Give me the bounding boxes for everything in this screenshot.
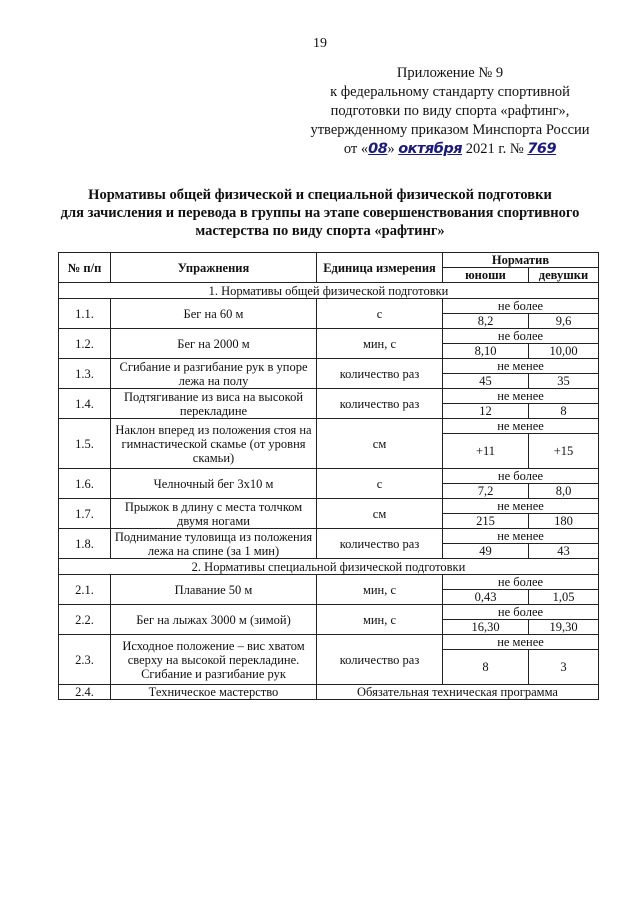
- row-qualifier: не более: [443, 329, 599, 344]
- date-mid: »: [387, 141, 395, 157]
- row-boys-value: 12: [443, 404, 529, 419]
- table-row: [59, 359, 599, 374]
- row-unit: см: [317, 499, 443, 529]
- row-unit: см: [317, 419, 443, 469]
- row-boys-value: 8,2: [443, 314, 529, 329]
- table-row: [59, 499, 599, 514]
- row-girls-value: 9,6: [529, 314, 599, 329]
- row-exercise: Бег на 60 м: [111, 299, 317, 329]
- row-exercise: Бег на 2000 м: [111, 329, 317, 359]
- title-line: мастерства по виду спорта «рафтинг»: [195, 223, 445, 239]
- section-title: 1. Нормативы общей физической подготовки: [59, 283, 599, 299]
- row-boys-value: 7,2: [443, 484, 529, 499]
- row-unit: количество раз: [317, 529, 443, 559]
- row-exercise: Подтягивание из виса на высокой перекладине: [111, 389, 317, 419]
- row-qualifier: не более: [443, 299, 599, 314]
- row-exercise: Челночный бег 3х10 м: [111, 469, 317, 499]
- row-qualifier: не менее: [443, 499, 599, 514]
- row-exercise: Техническое мастерство: [111, 685, 317, 700]
- table-row: [59, 575, 599, 590]
- title-line: для зачисления и перевода в группы на этапе совершенствования спортивного: [60, 205, 580, 221]
- row-number: 2.1.: [59, 575, 111, 605]
- row-girls-value: 3: [529, 650, 599, 685]
- page-number: 19: [313, 36, 327, 51]
- section-row: [59, 559, 599, 575]
- header-unit: Единица измерения: [317, 253, 443, 283]
- date-day: 08: [368, 141, 388, 157]
- row-qualifier: не более: [443, 469, 599, 484]
- date-prefix: от «: [343, 141, 369, 157]
- row-qualifier: не менее: [443, 529, 599, 544]
- row-number: 1.1.: [59, 299, 111, 329]
- row-unit: с: [317, 299, 443, 329]
- appendix-header: [300, 64, 600, 159]
- order-number: 769: [527, 141, 557, 157]
- table-row: [59, 469, 599, 484]
- row-qualifier: не менее: [443, 635, 599, 650]
- row-boys-value: 8,10: [443, 344, 529, 359]
- row-exercise: Исходное положение – вис хватом сверху на высокой перекладине. Сгибание и разгибание рук: [111, 635, 317, 685]
- table-row: [59, 635, 599, 650]
- row-unit: количество раз: [317, 635, 443, 685]
- row-number: 1.5.: [59, 419, 111, 469]
- row-boys-value: 16,30: [443, 620, 529, 635]
- row-girls-value: 180: [529, 514, 599, 529]
- row-number: 1.7.: [59, 499, 111, 529]
- header-exercise: Упражнения: [111, 253, 317, 283]
- header-norm: Норматив: [443, 253, 599, 268]
- row-qualifier: не менее: [443, 419, 599, 434]
- table-row: [59, 685, 599, 700]
- row-number: 2.3.: [59, 635, 111, 685]
- row-number: 2.4.: [59, 685, 111, 700]
- document-title: [40, 186, 600, 240]
- section-row: [59, 283, 599, 299]
- row-boys-value: 8: [443, 650, 529, 685]
- row-unit: мин, с: [317, 605, 443, 635]
- header-boys: юноши: [443, 268, 529, 283]
- row-exercise: Наклон вперед из положения стоя на гимнастической скамье (от уровня скамьи): [111, 419, 317, 469]
- table-row: [59, 529, 599, 544]
- row-boys-value: 215: [443, 514, 529, 529]
- row-boys-value: +11: [443, 434, 529, 469]
- row-qualifier: не более: [443, 575, 599, 590]
- row-number: 1.2.: [59, 329, 111, 359]
- appendix-line: утвержденному приказом Минспорта России: [310, 122, 590, 138]
- row-qualifier: не менее: [443, 389, 599, 404]
- row-girls-value: 1,05: [529, 590, 599, 605]
- row-girls-value: 35: [529, 374, 599, 389]
- row-number: 1.4.: [59, 389, 111, 419]
- header-num: № п/п: [59, 253, 111, 283]
- row-girls-value: 10,00: [529, 344, 599, 359]
- row-exercise: Бег на лыжах 3000 м (зимой): [111, 605, 317, 635]
- appendix-line: к федеральному стандарту спортивной: [330, 84, 570, 100]
- norms-table: [58, 252, 599, 700]
- row-boys-value: 0,43: [443, 590, 529, 605]
- row-girls-value: +15: [529, 434, 599, 469]
- header-girls: девушки: [529, 268, 599, 283]
- row-girls-value: 19,30: [529, 620, 599, 635]
- row-exercise: Поднимание туловища из положения лежа на спине (за 1 мин): [111, 529, 317, 559]
- appendix-title: Приложение № 9: [396, 65, 504, 81]
- row-exercise: Прыжок в длину с места толчком двумя ногами: [111, 499, 317, 529]
- row-unit: мин, с: [317, 329, 443, 359]
- title-line: Нормативы общей физической и специальной физической подготовки: [88, 187, 552, 203]
- row-exercise: Плавание 50 м: [111, 575, 317, 605]
- order-date-line: [300, 140, 600, 159]
- row-number: 1.8.: [59, 529, 111, 559]
- table-body: [59, 283, 599, 700]
- row-qualifier: не менее: [443, 359, 599, 374]
- row-qualifier: не более: [443, 605, 599, 620]
- row-program: Обязательная техническая программа: [317, 685, 599, 700]
- row-unit: мин, с: [317, 575, 443, 605]
- table-row: [59, 299, 599, 314]
- table-row: [59, 605, 599, 620]
- table-row: [59, 389, 599, 404]
- row-unit: количество раз: [317, 389, 443, 419]
- row-number: 1.3.: [59, 359, 111, 389]
- row-girls-value: 8: [529, 404, 599, 419]
- row-unit: с: [317, 469, 443, 499]
- date-suffix: 2021 г. №: [465, 141, 524, 157]
- table-row: [59, 329, 599, 344]
- row-boys-value: 49: [443, 544, 529, 559]
- date-month: октября: [398, 141, 463, 157]
- row-unit: количество раз: [317, 359, 443, 389]
- row-girls-value: 8,0: [529, 484, 599, 499]
- row-number: 1.6.: [59, 469, 111, 499]
- row-exercise: Сгибание и разгибание рук в упоре лежа на полу: [111, 359, 317, 389]
- table-row: [59, 419, 599, 434]
- section-title: 2. Нормативы специальной физической подготовки: [59, 559, 599, 575]
- row-girls-value: 43: [529, 544, 599, 559]
- row-number: 2.2.: [59, 605, 111, 635]
- row-boys-value: 45: [443, 374, 529, 389]
- appendix-line: подготовки по виду спорта «рафтинг»,: [330, 103, 570, 119]
